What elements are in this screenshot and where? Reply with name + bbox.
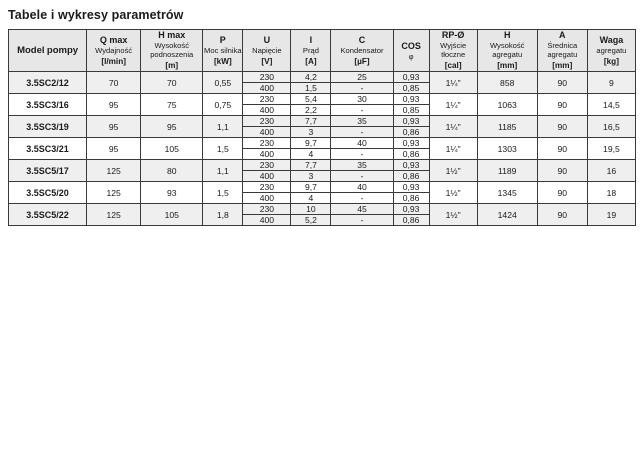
cell-model: 3.5SC2/12 (9, 72, 87, 94)
cell-hmax: 80 (141, 160, 203, 182)
cell-height: 1189 (477, 160, 537, 182)
cell-discharge: 1¼" (429, 116, 477, 138)
cell-cos-phi: 0,86 (393, 149, 429, 160)
cell-weight: 19,5 (587, 138, 635, 160)
table-row (9, 160, 636, 171)
cell-hmax: 105 (141, 204, 203, 226)
col-qmax-unit: [l/min] (101, 56, 126, 66)
col-weight-sub: agregatu (596, 45, 627, 55)
col-model-label-1: Model (17, 44, 45, 56)
table-row (9, 72, 636, 83)
cell-cos-phi: 0,93 (393, 182, 429, 193)
cell-diameter: 90 (537, 160, 587, 182)
col-discharge-sub: Wyjście tłoczne (440, 40, 467, 60)
col-weight (587, 30, 635, 72)
cell-capacitor: 25 (331, 72, 393, 83)
col-capacitor (331, 30, 393, 72)
cell-capacitor: - (331, 193, 393, 204)
cell-model: 3.5SC5/17 (9, 160, 87, 182)
cell-height: 1424 (477, 204, 537, 226)
col-power-unit: [kW] (213, 56, 232, 66)
cell-power: 1,5 (203, 138, 243, 160)
cell-weight: 19 (587, 204, 635, 226)
table-row (9, 116, 636, 127)
parameters-table (8, 29, 636, 226)
table-row (9, 204, 636, 215)
cell-voltage: 400 (243, 171, 291, 182)
cell-cos-phi: 0,93 (393, 138, 429, 149)
cell-voltage: 400 (243, 193, 291, 204)
cell-hmax: 75 (141, 94, 203, 116)
cell-cos-phi: 0,93 (393, 204, 429, 215)
col-current-unit: [A] (305, 56, 317, 66)
cell-height: 1303 (477, 138, 537, 160)
cell-voltage: 230 (243, 138, 291, 149)
col-hmax-unit: [m] (165, 61, 179, 71)
cell-current: 7,7 (291, 160, 331, 171)
col-capacitor-sub: Kondensator (340, 45, 384, 55)
cell-current: 7,7 (291, 116, 331, 127)
col-diameter-main: A (559, 30, 566, 40)
cell-voltage: 230 (243, 160, 291, 171)
col-height-sub: Wysokość agregatu (489, 40, 525, 60)
cell-model: 3.5SC3/16 (9, 94, 87, 116)
col-qmax-main: Q max (99, 34, 128, 45)
cell-diameter: 90 (537, 72, 587, 94)
cell-height: 1063 (477, 94, 537, 116)
cell-qmax: 70 (87, 72, 141, 94)
col-current (291, 30, 331, 72)
col-voltage-main: U (263, 34, 271, 45)
cell-discharge: 1½" (429, 204, 477, 226)
cell-current: 2,2 (291, 105, 331, 116)
cell-qmax: 125 (87, 182, 141, 204)
col-discharge-main: RP-Ø (441, 30, 465, 40)
cell-discharge: 1¼" (429, 94, 477, 116)
col-power-sub: Moc silnika (204, 45, 242, 55)
cell-hmax: 105 (141, 138, 203, 160)
cell-discharge: 1½" (429, 160, 477, 182)
cell-voltage: 230 (243, 94, 291, 105)
cell-capacitor: 45 (331, 204, 393, 215)
cell-qmax: 125 (87, 204, 141, 226)
cell-capacitor: 40 (331, 182, 393, 193)
cell-voltage: 400 (243, 105, 291, 116)
col-diameter-sub: Średnica agregatu (547, 40, 578, 60)
col-weight-unit: [kg] (603, 56, 619, 66)
cell-qmax: 125 (87, 160, 141, 182)
cell-discharge: 1¼" (429, 138, 477, 160)
cell-capacitor: - (331, 149, 393, 160)
col-cos-sub: φ (408, 51, 414, 61)
col-cos-phi (393, 30, 429, 72)
cell-voltage: 400 (243, 149, 291, 160)
cell-qmax: 95 (87, 116, 141, 138)
col-height-main: H (503, 30, 511, 40)
cell-capacitor: - (331, 171, 393, 182)
cell-weight: 9 (587, 72, 635, 94)
cell-current: 1,5 (291, 83, 331, 94)
cell-qmax: 95 (87, 138, 141, 160)
cell-power: 0,55 (203, 72, 243, 94)
cell-voltage: 400 (243, 127, 291, 138)
cell-power: 1,5 (203, 182, 243, 204)
cell-current: 4 (291, 193, 331, 204)
cell-qmax: 95 (87, 94, 141, 116)
cell-height: 1185 (477, 116, 537, 138)
cell-cos-phi: 0,86 (393, 215, 429, 226)
cell-weight: 16,5 (587, 116, 635, 138)
table-row (9, 94, 636, 105)
cell-capacitor: 35 (331, 116, 393, 127)
cell-power: 0,75 (203, 94, 243, 116)
cell-voltage: 400 (243, 215, 291, 226)
col-discharge-unit: [cal] (444, 61, 462, 71)
col-capacitor-main: C (358, 34, 366, 45)
cell-cos-phi: 0,93 (393, 160, 429, 171)
cell-weight: 14,5 (587, 94, 635, 116)
cell-cos-phi: 0,85 (393, 83, 429, 94)
cell-height: 1345 (477, 182, 537, 204)
cell-voltage: 230 (243, 116, 291, 127)
cell-current: 10 (291, 204, 331, 215)
cell-discharge: 1¼" (429, 72, 477, 94)
table-row (9, 182, 636, 193)
cell-current: 9,7 (291, 182, 331, 193)
cell-cos-phi: 0,86 (393, 127, 429, 138)
col-current-main: I (309, 34, 313, 45)
cell-voltage: 400 (243, 83, 291, 94)
col-voltage (243, 30, 291, 72)
table-header (9, 30, 636, 72)
col-diameter-unit: [mm] (552, 61, 573, 71)
cell-current: 3 (291, 171, 331, 182)
cell-current: 9,7 (291, 138, 331, 149)
cell-hmax: 95 (141, 116, 203, 138)
cell-power: 1,8 (203, 204, 243, 226)
cell-hmax: 70 (141, 72, 203, 94)
cell-cos-phi: 0,86 (393, 193, 429, 204)
table-header-row (9, 30, 636, 72)
col-diameter (537, 30, 587, 72)
cell-weight: 16 (587, 160, 635, 182)
cell-capacitor: 30 (331, 94, 393, 105)
col-height-unit: [mm] (497, 61, 518, 71)
col-hmax (141, 30, 203, 72)
cell-diameter: 90 (537, 94, 587, 116)
table-body (9, 72, 636, 226)
col-model (9, 30, 87, 72)
cell-capacitor: 40 (331, 138, 393, 149)
col-hmax-main: H max (158, 30, 186, 40)
col-hmax-sub: Wysokość podnoszenia (150, 40, 194, 60)
col-model-label-2: pompy (46, 44, 79, 56)
cell-diameter: 90 (537, 182, 587, 204)
cell-capacitor: - (331, 215, 393, 226)
col-qmax-sub: Wydajność (95, 45, 133, 55)
table-row (9, 138, 636, 149)
cell-diameter: 90 (537, 116, 587, 138)
cell-discharge: 1½" (429, 182, 477, 204)
col-current-sub: Prąd (302, 45, 319, 55)
cell-power: 1,1 (203, 160, 243, 182)
col-height (477, 30, 537, 72)
col-discharge (429, 30, 477, 72)
cell-current: 5,2 (291, 215, 331, 226)
cell-voltage: 230 (243, 72, 291, 83)
cell-hmax: 93 (141, 182, 203, 204)
cell-current: 4,2 (291, 72, 331, 83)
col-voltage-sub: Napięcie (252, 45, 282, 55)
cell-cos-phi: 0,93 (393, 116, 429, 127)
col-voltage-unit: [V] (261, 56, 273, 66)
col-weight-main: Waga (599, 34, 624, 45)
cell-current: 5,4 (291, 94, 331, 105)
cell-model: 3.5SC3/19 (9, 116, 87, 138)
col-cos-main: COS (401, 40, 421, 51)
cell-diameter: 90 (537, 138, 587, 160)
page-title: Tabele i wykresy parametrów (8, 8, 184, 22)
cell-current: 3 (291, 127, 331, 138)
cell-cos-phi: 0,93 (393, 72, 429, 83)
cell-capacitor: - (331, 127, 393, 138)
cell-weight: 18 (587, 182, 635, 204)
col-capacitor-unit: [µF] (354, 56, 370, 66)
cell-cos-phi: 0,93 (393, 94, 429, 105)
cell-voltage: 230 (243, 182, 291, 193)
cell-power: 1,1 (203, 116, 243, 138)
cell-capacitor: - (331, 105, 393, 116)
col-power (203, 30, 243, 72)
cell-diameter: 90 (537, 204, 587, 226)
cell-cos-phi: 0,85 (393, 105, 429, 116)
cell-model: 3.5SC5/20 (9, 182, 87, 204)
cell-capacitor: - (331, 83, 393, 94)
cell-voltage: 230 (243, 204, 291, 215)
cell-capacitor: 35 (331, 160, 393, 171)
cell-cos-phi: 0,86 (393, 171, 429, 182)
cell-current: 4 (291, 149, 331, 160)
cell-model: 3.5SC3/21 (9, 138, 87, 160)
col-power-main: P (219, 34, 226, 45)
cell-height: 858 (477, 72, 537, 94)
col-qmax (87, 30, 141, 72)
cell-model: 3.5SC5/22 (9, 204, 87, 226)
